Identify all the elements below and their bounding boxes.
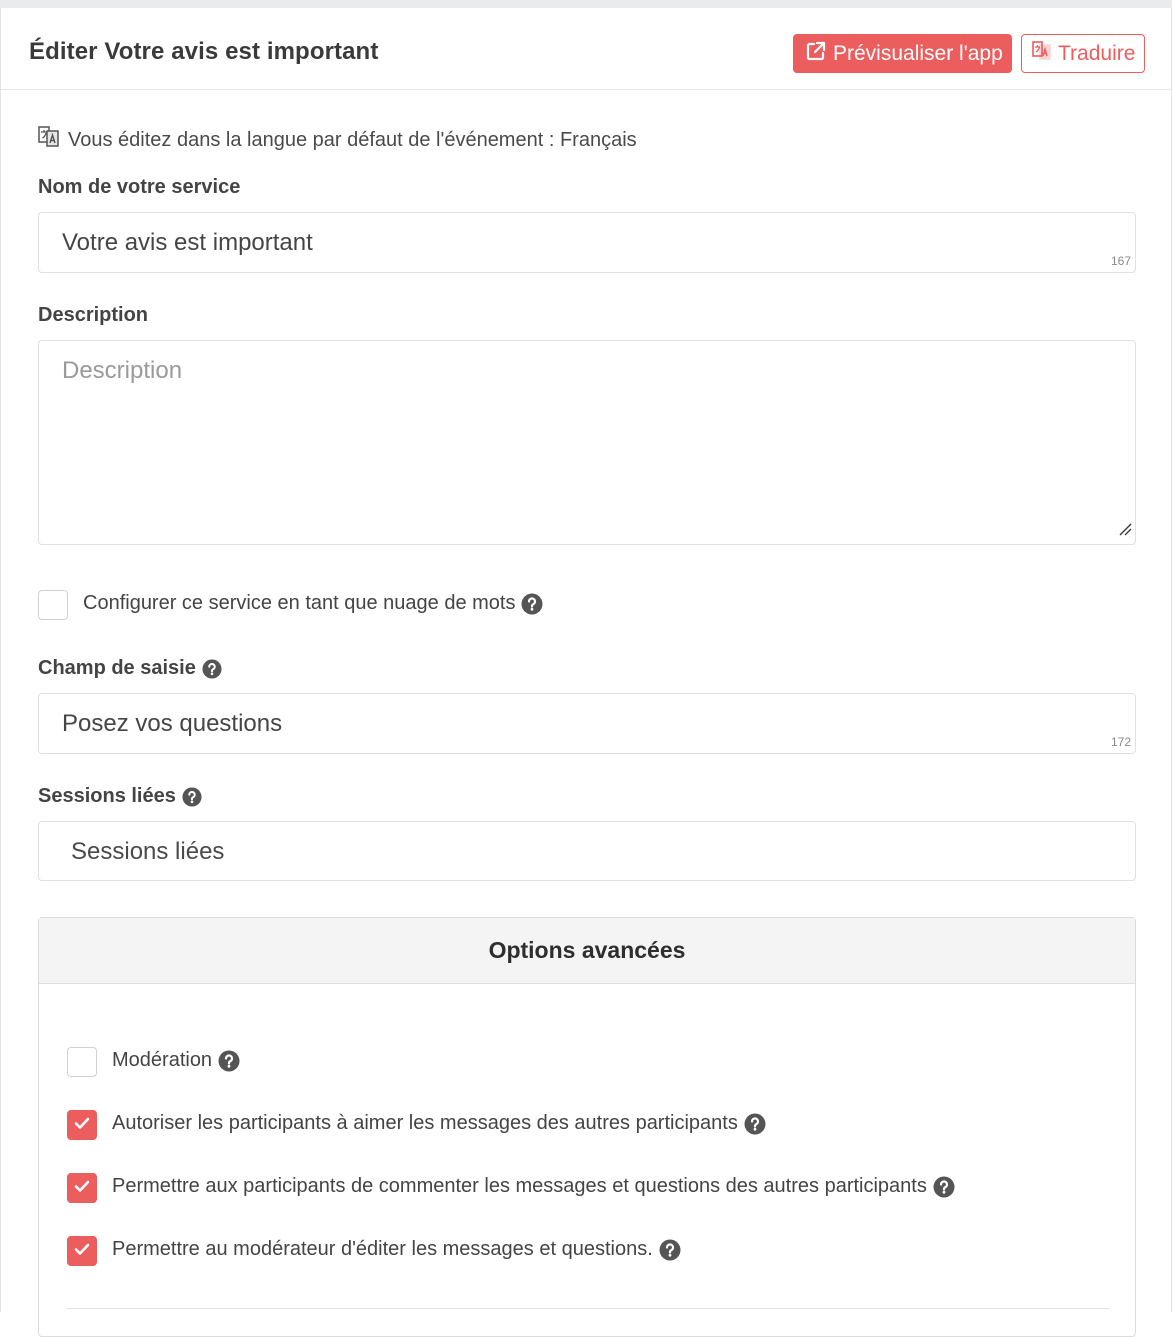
help-icon[interactable] bbox=[202, 659, 222, 679]
help-icon[interactable] bbox=[521, 593, 543, 615]
allow-likes-option bbox=[112, 1112, 766, 1135]
allow-comments-option bbox=[112, 1175, 955, 1198]
divider bbox=[66, 1308, 1110, 1309]
top-strip bbox=[0, 0, 1172, 8]
word-cloud-checkbox[interactable] bbox=[38, 590, 68, 620]
page-title: Éditer Votre avis est important bbox=[29, 38, 379, 65]
word-cloud-label: Configurer ce service en tant que nuage de mots bbox=[83, 592, 516, 614]
preview-app-label: Prévisualiser l'app bbox=[833, 41, 1003, 65]
description-label bbox=[38, 304, 148, 327]
checkmark-icon bbox=[74, 1242, 90, 1261]
external-link-icon bbox=[805, 40, 833, 68]
input-field-label bbox=[38, 657, 222, 680]
service-name-label bbox=[38, 176, 240, 199]
input-field-value: Posez vos questions bbox=[62, 710, 283, 737]
moderator-edit-label: Permettre au modérateur d'éditer les messages et questions. bbox=[112, 1238, 653, 1260]
sessions-select[interactable] bbox=[38, 821, 1136, 881]
checkmark-icon bbox=[74, 1116, 90, 1135]
language-note bbox=[38, 125, 637, 155]
moderation-checkbox[interactable] bbox=[67, 1047, 97, 1077]
sessions-label-text: Sessions liées bbox=[38, 785, 176, 807]
advanced-options-header[interactable] bbox=[39, 918, 1135, 984]
resize-handle-icon[interactable] bbox=[1118, 522, 1132, 541]
advanced-options-title: Options avancées bbox=[488, 937, 686, 963]
translate-icon bbox=[38, 125, 68, 155]
preview-app-button[interactable] bbox=[793, 34, 1012, 73]
service-name-label-text: Nom de votre service bbox=[38, 176, 241, 198]
description-label-text: Description bbox=[38, 304, 149, 326]
description-textarea[interactable] bbox=[38, 340, 1136, 545]
translate-button[interactable] bbox=[1021, 34, 1145, 73]
word-cloud-option bbox=[83, 592, 543, 615]
language-note-text: Vous éditez dans la langue par défaut de l'événement : Français bbox=[68, 128, 637, 151]
help-icon[interactable] bbox=[933, 1176, 955, 1198]
allow-comments-label: Permettre aux participants de commenter les messages et questions des autres participants bbox=[112, 1175, 927, 1197]
allow-likes-label: Autoriser les participants à aimer les messages des autres participants bbox=[112, 1112, 738, 1134]
moderation-label: Modération bbox=[112, 1049, 213, 1071]
moderator-edit-option bbox=[112, 1238, 681, 1261]
service-name-counter: 167 bbox=[1110, 254, 1131, 268]
allow-likes-checkbox[interactable] bbox=[67, 1110, 97, 1140]
checkmark-icon bbox=[74, 1179, 90, 1198]
allow-comments-checkbox[interactable] bbox=[67, 1173, 97, 1203]
help-icon[interactable] bbox=[218, 1050, 240, 1072]
service-name-value: Votre avis est important bbox=[62, 229, 313, 256]
input-field-input[interactable] bbox=[38, 693, 1136, 754]
translate-label: Traduire bbox=[1058, 41, 1136, 65]
edit-service-panel bbox=[0, 8, 1172, 1312]
input-field-label-text: Champ de saisie bbox=[38, 657, 196, 679]
advanced-options-panel bbox=[38, 917, 1136, 1337]
moderator-edit-checkbox[interactable] bbox=[67, 1236, 97, 1266]
help-icon[interactable] bbox=[659, 1239, 681, 1261]
panel-header bbox=[1, 8, 1171, 90]
help-icon[interactable] bbox=[744, 1113, 766, 1135]
sessions-label bbox=[38, 785, 202, 808]
help-icon[interactable] bbox=[182, 787, 202, 807]
translate-icon bbox=[1032, 40, 1058, 68]
description-placeholder: Description bbox=[62, 357, 183, 384]
moderation-option bbox=[112, 1049, 240, 1072]
sessions-placeholder: Sessions liées bbox=[71, 838, 225, 865]
input-field-counter: 172 bbox=[1110, 735, 1131, 749]
service-name-input[interactable] bbox=[38, 212, 1136, 273]
